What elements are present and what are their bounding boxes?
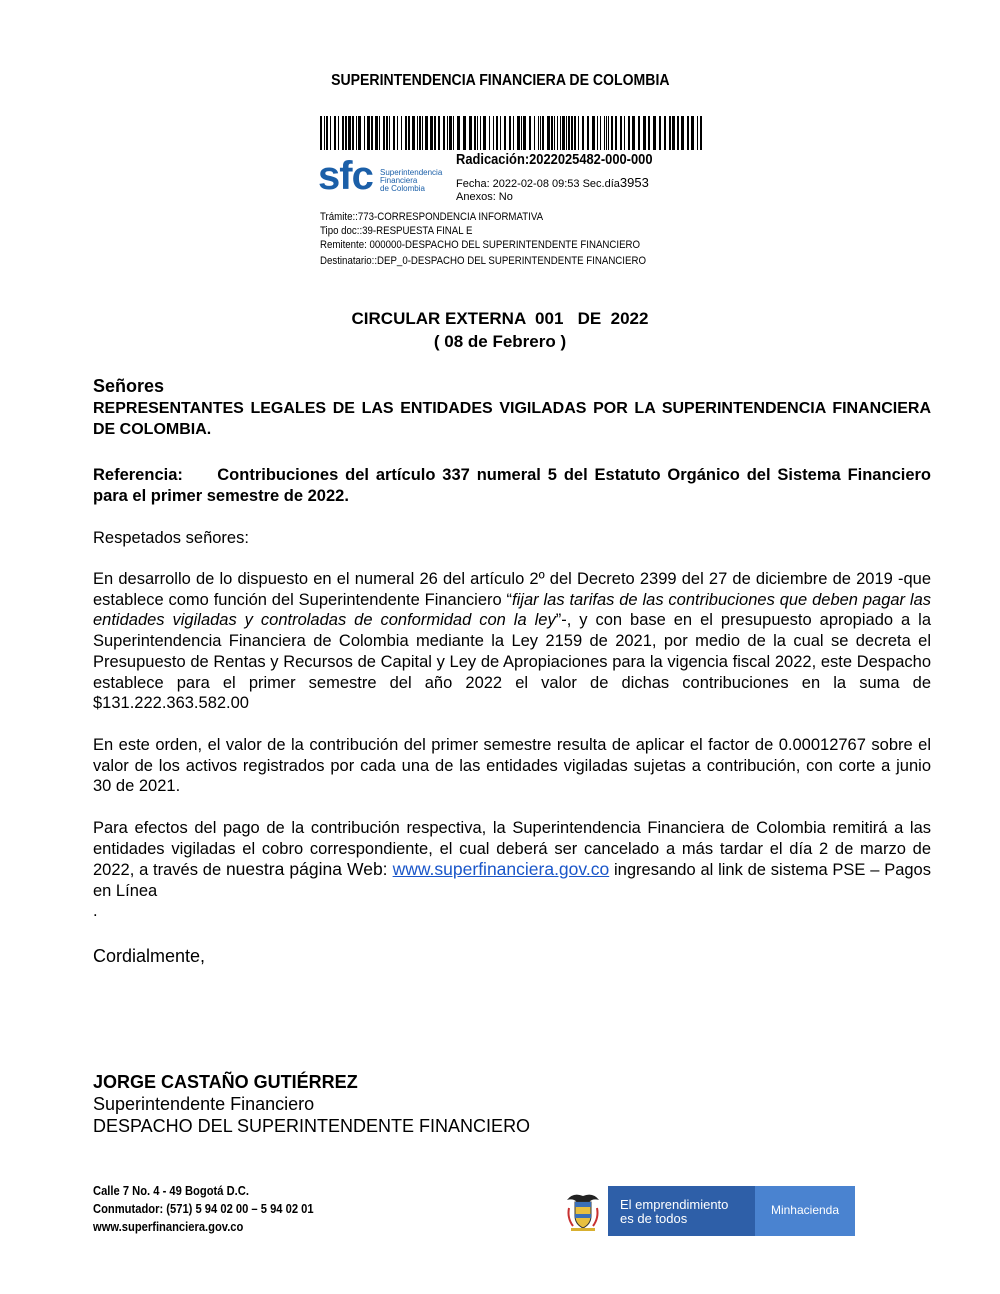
greeting: Respetados señores: xyxy=(93,529,249,547)
radicacion-date: Fecha: 2022-02-08 09:53 Sec.día3953 xyxy=(456,175,649,190)
barcode-image xyxy=(320,116,704,150)
header-entity: SUPERINTENDENCIA FINANCIERA DE COLOMBIA xyxy=(330,72,670,89)
reference xyxy=(93,465,931,507)
paragraph-dot: . xyxy=(93,902,98,920)
banner-ministry: Minhacienda xyxy=(755,1186,855,1236)
sec-dia-number: 3953 xyxy=(619,175,649,190)
sfc-logo-line2: Financiera xyxy=(380,176,418,185)
reference-text: Contribuciones del artículo 337 numeral 5 del Estatuto Orgánico del Sistema Financiero para el primer semestre de 2022. xyxy=(93,466,932,505)
document-title: CIRCULAR EXTERNA 001 DE 2022 xyxy=(351,309,649,328)
sfc-logo xyxy=(318,154,444,198)
closing: Cordialmente, xyxy=(93,946,206,966)
signer-name: JORGE CASTAÑO GUTIÉRREZ xyxy=(93,1072,358,1092)
radicacion-number: Radicación:2022025482-000-000 xyxy=(456,151,653,168)
tipo-doc: Tipo doc::39-RESPUESTA FINAL E xyxy=(320,225,473,237)
website-link[interactable]: www.superfinanciera.gov.co xyxy=(392,859,610,880)
paragraph-1-quote: fijar las tarifas de las contribuciones que deben pagar las entidades vigiladas y controladas de conformidad con la ley xyxy=(93,590,932,630)
remitente: Remitente: 000000-DESPACHO DEL SUPERINTENDENTE FINANCIERO xyxy=(320,239,641,251)
salutation-heading: Señores xyxy=(93,376,165,396)
document-subtitle: ( 08 de Febrero ) xyxy=(433,332,567,351)
destinatario: Destinatario::DEP_0-DESPACHO DEL SUPERINTENDENTE FINANCIERO xyxy=(320,255,646,267)
government-banner xyxy=(559,1186,855,1236)
reference-label: Referencia: xyxy=(93,466,183,484)
paragraph-3: Para efectos del pago de la contribución respectiva, la Superintendencia Financiera de Colombia remitirá a las entidades vigiladas el cobro correspondiente, el cual deberá ser cancelado a más tardar el día 2 de marzo de 2022, a través de nuestra página Web: www.superfinanciera.gov.co ingresando al link de sistema PSE – Pagos en Línea xyxy=(93,819,931,901)
recipients: REPRESENTANTES LEGALES DE LAS ENTIDADES VIGILADAS POR LA SUPERINTENDENCIA FINANCIERA DE COLOMBIA. xyxy=(93,400,931,438)
signer-role: Superintendente Financiero xyxy=(93,1094,315,1114)
sfc-logo-line3: de Colombia xyxy=(380,184,425,193)
sfc-logo-line1: Superintendencia xyxy=(380,168,443,177)
tramite: Trámite::773-CORRESPONDENCIA INFORMATIVA xyxy=(320,211,544,223)
paragraph-2: En este orden, el valor de la contribución del primer semestre resulta de aplicar el factor de 0.00012767 sobre el valor de los activos registrados por cada una de las entidades vigiladas sujetas a contribución, con corte a junio 30 de 2021. xyxy=(93,736,931,796)
footer-website: www.superfinanciera.gov.co xyxy=(93,1219,244,1234)
footer-phone: Conmutador: (571) 5 94 02 00 – 5 94 02 01 xyxy=(93,1201,314,1216)
footer-address: Calle 7 No. 4 - 49 Bogotá D.C. xyxy=(93,1183,249,1198)
banner-slogan: El emprendimiento es de todos xyxy=(608,1186,755,1236)
signer-office: DESPACHO DEL SUPERINTENDENTE FINANCIERO xyxy=(93,1116,531,1136)
anexos: Anexos: No xyxy=(456,191,513,203)
colombia-seal-icon xyxy=(559,1186,607,1236)
paragraph-1: En desarrollo de lo dispuesto en el numeral 26 del artículo 2º del Decreto 2399 del 27 de diciembre de 2019 -que establece como función del Superintendente Financiero “fijar las tarifas de las contribuciones que deben pagar las entidades vigiladas y controladas de conformidad con la ley”-, y con base en el presupuesto apropiado a la Superintendencia Financiera de Colombia mediante la Ley 2159 de 2021, por medio de la cual se decreta el Presupuesto de Rentas y Recursos de Capital y Ley de Apropiaciones para la vigencia fiscal 2022, este Despacho establece para el primer semestre del año 2022 el valor de dichas contribuciones en la suma de $131.222.363.582.00 xyxy=(93,570,932,713)
sfc-logo-letters: sfc xyxy=(318,154,373,198)
